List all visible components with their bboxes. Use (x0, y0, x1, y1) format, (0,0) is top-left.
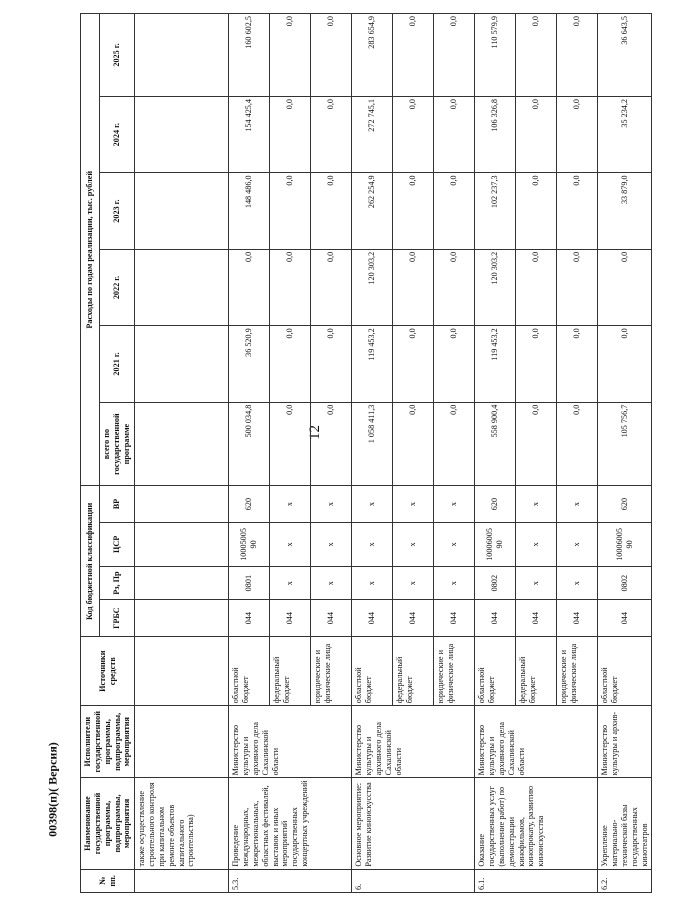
budget-table (80, 13, 652, 893)
cell-csr: х (311, 522, 352, 567)
cell-y2024: 154 425,4 (229, 96, 270, 172)
cell-vr: 620 (475, 486, 516, 522)
cell-csr: 10005005 90 (229, 522, 270, 567)
cell-csr: 10006005 90 (475, 522, 516, 567)
cell-total: 0,0 (270, 402, 311, 486)
cell-csr: х (516, 522, 557, 567)
header-rzpr: Рз, Пр (100, 567, 135, 600)
cell-y2021: 0,0 (393, 326, 434, 402)
cell-rzpr: х (393, 567, 434, 600)
cell-source: юридические и физические лица (557, 637, 598, 706)
cell-y2023: 33 879,0 (598, 173, 652, 249)
cell-csr: х (352, 522, 393, 567)
cell-y2024: 0,0 (393, 96, 434, 172)
cell-rzpr: х (557, 567, 598, 600)
header-executors: Исполнители государственной программы, подпрограммы, мероприятия (81, 706, 135, 778)
header-2022: 2022 г. (100, 249, 135, 325)
cell-total: 0,0 (557, 402, 598, 486)
cell-vr: х (352, 486, 393, 522)
cell-y2025: 0,0 (516, 14, 557, 97)
cell-num: 6.1. (475, 869, 598, 892)
cell-total: 105 756,7 (598, 402, 652, 486)
cell-name: Укрепление материально-технической базы государственных кинотеатров (598, 778, 652, 869)
cell-num: 6. (352, 869, 475, 892)
cell-source: федеральный бюджет (270, 637, 311, 706)
cell-y2024: 0,0 (270, 96, 311, 172)
cell-y2023: 0,0 (434, 173, 475, 249)
cell-total: 0,0 (434, 402, 475, 486)
cell-y2023: 0,0 (393, 173, 434, 249)
cell-grbs: 044 (557, 600, 598, 637)
cell-csr: х (393, 522, 434, 567)
cell-rzpr: х (270, 567, 311, 600)
cell-y2022: 0,0 (229, 249, 270, 325)
cell-y2022: 0,0 (434, 249, 475, 325)
cell-csr: х (434, 522, 475, 567)
header-budget-code: Код бюджетной классификации (81, 486, 100, 637)
cell-source: юридические и физические лица (311, 637, 352, 706)
cell-y2022: 0,0 (557, 249, 598, 325)
cell-grbs: 044 (516, 600, 557, 637)
cell-source: областной бюджет (229, 637, 270, 706)
cell-vr: х (270, 486, 311, 522)
cell-exec: Министерство культуры и архивного дела Сахалинской области (229, 706, 352, 778)
cell-y2022: 0,0 (393, 249, 434, 325)
cell-vr: х (393, 486, 434, 522)
header-2023: 2023 г. (100, 173, 135, 249)
cell-y2025: 0,0 (434, 14, 475, 97)
cell-y2023: 102 237,3 (475, 173, 516, 249)
cell-y2023: 0,0 (557, 173, 598, 249)
cell-y2024: 0,0 (516, 96, 557, 172)
cell-grbs: 044 (311, 600, 352, 637)
cell-exec: Министерство культуры и архивного дела Сахалинской области (352, 706, 475, 778)
cell-vr: х (311, 486, 352, 522)
cell-rzpr: х (434, 567, 475, 600)
cell-y2021: 119 453,2 (352, 326, 393, 402)
cell-y2025: 0,0 (270, 14, 311, 97)
cell-csr: х (270, 522, 311, 567)
header-2025: 2025 г. (100, 14, 135, 97)
header-csr: ЦСР (100, 522, 135, 567)
cell-y2022: 0,0 (311, 249, 352, 325)
header-name: Наименование государственной программы, подпрограммы, мероприятия (81, 778, 135, 869)
cell-grbs: 044 (352, 600, 393, 637)
cell-y2025: 283 654,9 (352, 14, 393, 97)
cell-vr: х (434, 486, 475, 522)
cell-y2024: 0,0 (434, 96, 475, 172)
cell-source: федеральный бюджет (393, 637, 434, 706)
header-2021: 2021 г. (100, 326, 135, 402)
cell-source: федеральный бюджет (516, 637, 557, 706)
footer-version: 00398(п)( Версия) (45, 742, 60, 837)
cell-rzpr: х (352, 567, 393, 600)
header-num: № пп. (81, 869, 135, 892)
cell-y2021: 0,0 (557, 326, 598, 402)
cell-csr: 10006005 90 (598, 522, 652, 567)
cell-y2024: 272 745,1 (352, 96, 393, 172)
cell-y2021: 0,0 (311, 326, 352, 402)
cell-total: 0,0 (393, 402, 434, 486)
cell-rzpr: х (311, 567, 352, 600)
cell-y2021: 0,0 (270, 326, 311, 402)
cell-y2021: 0,0 (434, 326, 475, 402)
cell-exec: Министерство культуры и архив- (598, 706, 652, 778)
cell-y2024: 106 326,8 (475, 96, 516, 172)
cell-rzpr: 0802 (598, 567, 652, 600)
cell-y2021: 0,0 (516, 326, 557, 402)
cell-grbs: 044 (270, 600, 311, 637)
cell-y2023: 0,0 (270, 173, 311, 249)
cell-total: 0,0 (311, 402, 352, 486)
cell-source: областной бюджет (598, 637, 652, 706)
cell-y2025: 36 643,5 (598, 14, 652, 97)
cell-grbs: 044 (598, 600, 652, 637)
cell-total: 558 900,4 (475, 402, 516, 486)
header-sources: Источники средств (81, 637, 135, 706)
cell-vr: х (516, 486, 557, 522)
cell-name: Оказание государственных услуг (выполнение работ) по демонстрации кинофильмов, кинопрокату, развитию киноискусства (475, 778, 598, 869)
cell-source: областной бюджет (352, 637, 393, 706)
cell-y2025: 160 602,5 (229, 14, 270, 97)
header-grbs: ГРБС (100, 600, 135, 637)
cell-name: Основное мероприятие: Развитие киноискусства (352, 778, 475, 869)
cell-source: юридические и физические лица (434, 637, 475, 706)
table-row (352, 14, 393, 893)
cell-y2023: 262 254,9 (352, 173, 393, 249)
cell-y2022: 0,0 (270, 249, 311, 325)
cell-grbs: 044 (475, 600, 516, 637)
cell-total: 500 034,8 (229, 402, 270, 486)
cell-csr: х (557, 522, 598, 567)
cell-vr: 620 (598, 486, 652, 522)
cell-y2024: 0,0 (557, 96, 598, 172)
header-2024: 2024 г. (100, 96, 135, 172)
table-row (229, 14, 270, 893)
cell-vr: х (557, 486, 598, 522)
table-row (598, 14, 652, 893)
continuation-text: также осуществление строительного контроля при капитальном ремонте объектов капитального строительства) (135, 778, 229, 869)
cell-rzpr: 0801 (229, 567, 270, 600)
budget-table-wrapper (80, 13, 680, 893)
cell-y2025: 0,0 (557, 14, 598, 97)
cell-y2024: 0,0 (311, 96, 352, 172)
cell-total: 0,0 (516, 402, 557, 486)
cell-y2023: 0,0 (516, 173, 557, 249)
cell-rzpr: х (516, 567, 557, 600)
table-row (475, 14, 516, 893)
cell-y2025: 0,0 (311, 14, 352, 97)
cell-total: 1 058 411,3 (352, 402, 393, 486)
cell-y2023: 148 486,0 (229, 173, 270, 249)
cell-y2025: 0,0 (393, 14, 434, 97)
cell-num: 6.2. (598, 869, 652, 892)
cell-grbs: 044 (229, 600, 270, 637)
cell-y2025: 110 579,9 (475, 14, 516, 97)
continuation-row (135, 14, 229, 893)
cell-exec: Министерство культуры и архивного дела Сахалинской области (475, 706, 598, 778)
header-total: всего по государственной программе (100, 402, 135, 486)
header-vr: ВР (100, 486, 135, 522)
header-expenses: Расходы по годам реализации, тыс. рублей (81, 14, 100, 487)
cell-y2021: 0,0 (598, 326, 652, 402)
cell-y2024: 35 234,2 (598, 96, 652, 172)
cell-grbs: 044 (393, 600, 434, 637)
cell-rzpr: 0802 (475, 567, 516, 600)
cell-grbs: 044 (434, 600, 475, 637)
cell-y2022: 120 303,2 (352, 249, 393, 325)
cell-num: 5.3. (229, 869, 352, 892)
cell-y2022: 0,0 (516, 249, 557, 325)
page-number: 12 (307, 425, 323, 440)
table-body (135, 14, 652, 893)
cell-name: Проведение международных, межрегиональных, областных фестивалей, выставок и иных мероприятий государственных концертных учреждений (229, 778, 352, 869)
cell-y2022: 120 303,2 (475, 249, 516, 325)
cell-vr: 620 (229, 486, 270, 522)
cell-y2021: 36 520,9 (229, 326, 270, 402)
cell-y2022: 0,0 (598, 249, 652, 325)
cell-y2023: 0,0 (311, 173, 352, 249)
cell-y2021: 119 453,2 (475, 326, 516, 402)
cell-source: областной бюджет (475, 637, 516, 706)
